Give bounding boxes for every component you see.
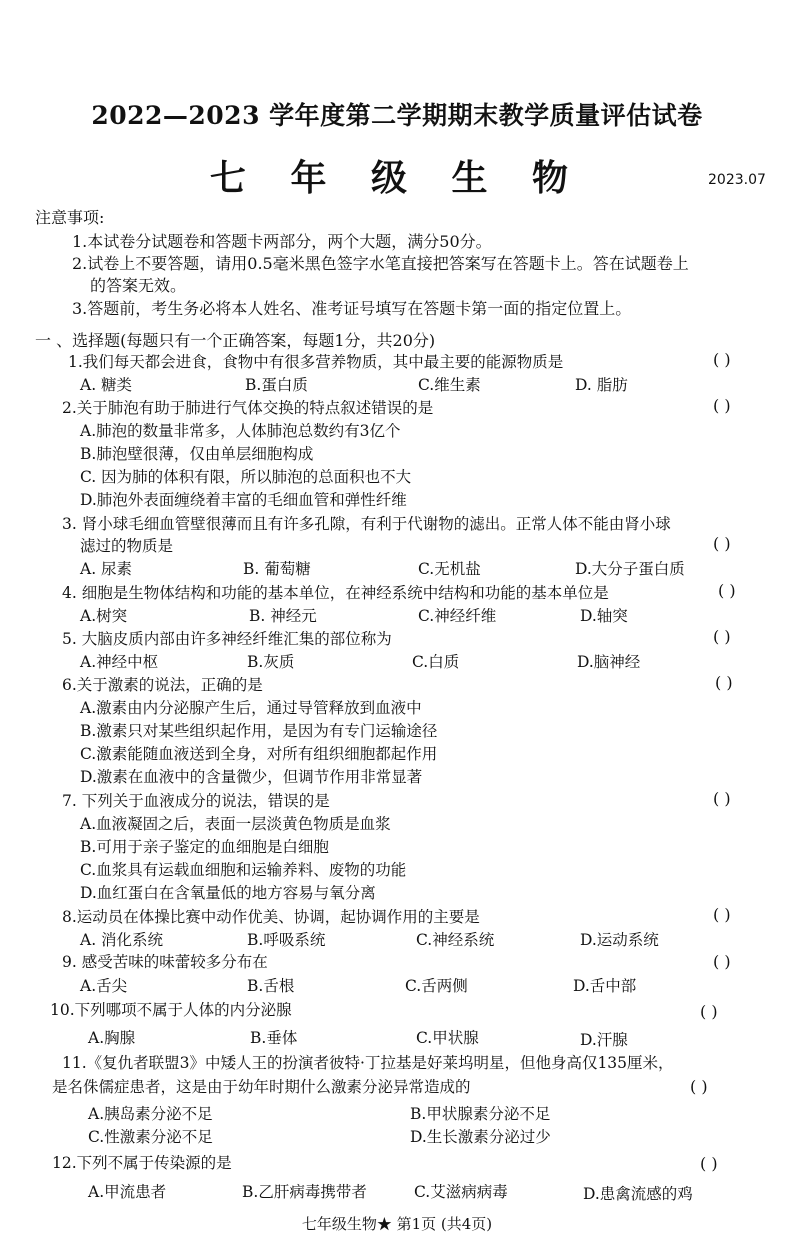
question-stem: 5. 大脑皮质内部由许多神经纤维汇集的部位称为 bbox=[62, 630, 392, 648]
answer-paren: ( ) bbox=[700, 1002, 718, 1021]
question-stem: 8.运动员在体操比赛中动作优美、协调，起协调作用的主要是 bbox=[62, 908, 480, 926]
question-stem: 1.我们每天都会进食，食物中有很多营养物质，其中最主要的能源物质是 bbox=[68, 353, 564, 371]
option: D.脑神经 bbox=[577, 653, 641, 671]
option: A.肺泡的数量非常多，人体肺泡总数约有3亿个 bbox=[80, 422, 401, 440]
option: C.神经纤维 bbox=[418, 607, 497, 625]
option: D.患禽流感的鸡 bbox=[583, 1185, 693, 1203]
option: C.甲状腺 bbox=[416, 1029, 479, 1047]
question-stem-cont: 滤过的物质是 bbox=[80, 537, 174, 555]
option: D.肺泡外表面缠绕着丰富的毛细血管和弹性纤维 bbox=[80, 491, 407, 509]
option: D.轴突 bbox=[580, 607, 628, 625]
question-stem: 3. 肾小球毛细血管壁很薄而且有许多孔隙，有利于代谢物的滤出。正常人体不能由肾小球 bbox=[62, 515, 671, 533]
option: B.呼吸系统 bbox=[247, 931, 326, 949]
option: C. 因为肺的体积有限，所以肺泡的总面积也不大 bbox=[80, 468, 412, 486]
question-stem: 11.《复仇者联盟3》中矮人王的扮演者彼特·丁拉基是好莱坞明星，但他身高仅135厘米， bbox=[62, 1054, 674, 1072]
option: A.胸腺 bbox=[88, 1029, 136, 1047]
answer-paren: ( ) bbox=[713, 627, 731, 646]
option: B.蛋白质 bbox=[245, 376, 308, 394]
exam-date: 2023.07 bbox=[708, 172, 766, 188]
option: B.肺泡壁很薄，仅由单层细胞构成 bbox=[80, 445, 314, 463]
option: C.无机盐 bbox=[418, 560, 481, 578]
question-stem: 12.下列不属于传染源的是 bbox=[52, 1154, 232, 1172]
option: A.神经中枢 bbox=[80, 653, 159, 671]
option: A.激素由内分泌腺产生后，通过导管释放到血液中 bbox=[80, 699, 422, 717]
option: C.神经系统 bbox=[416, 931, 495, 949]
option: A. 消化系统 bbox=[80, 931, 164, 949]
question-stem: 7. 下列关于血液成分的说法，错误的是 bbox=[62, 792, 330, 810]
option: A.树突 bbox=[80, 607, 128, 625]
answer-paren: ( ) bbox=[700, 1154, 718, 1173]
option: B.激素只对某些组织起作用，是因为有专门运输途径 bbox=[80, 722, 438, 740]
option: D. 脂肪 bbox=[575, 376, 628, 394]
option: C.激素能随血液送到全身，对所有组织细胞都起作用 bbox=[80, 745, 438, 763]
option: B. 神经元 bbox=[249, 607, 317, 625]
answer-paren: ( ) bbox=[690, 1077, 708, 1096]
option: A. 尿素 bbox=[80, 560, 133, 578]
option: C.舌两侧 bbox=[405, 977, 468, 995]
option: C.维生素 bbox=[418, 376, 481, 394]
option: B.可用于亲子鉴定的血细胞是白细胞 bbox=[80, 838, 329, 856]
option: B.舌根 bbox=[247, 977, 295, 995]
question-stem: 10.下列哪项不属于人体的内分泌腺 bbox=[50, 1001, 292, 1019]
option: A.甲流患者 bbox=[88, 1183, 167, 1201]
option: B.乙肝病毒携带者 bbox=[242, 1183, 367, 1201]
option: D.血红蛋白在含氧量低的地方容易与氧分离 bbox=[80, 884, 376, 902]
option: B.垂体 bbox=[250, 1029, 298, 1047]
notice-item-2-cont: 的答案无效。 bbox=[90, 276, 187, 295]
option: B.甲状腺素分泌不足 bbox=[410, 1105, 551, 1123]
subject-title: 七 年 级 生 物 bbox=[209, 157, 585, 199]
answer-paren: ( ) bbox=[713, 396, 731, 415]
option: B. 葡萄糖 bbox=[243, 560, 311, 578]
option: C.血浆具有运载血细胞和运输养料、废物的功能 bbox=[80, 861, 407, 879]
option: B.灰质 bbox=[247, 653, 295, 671]
question-stem: 9. 感受苦味的味蕾较多分布在 bbox=[62, 953, 268, 971]
answer-paren: ( ) bbox=[713, 534, 731, 553]
page-footer: 七年级生物★ 第1页 (共4页) bbox=[301, 1215, 493, 1233]
question-stem: 6.关于激素的说法，正确的是 bbox=[62, 676, 263, 694]
answer-paren: ( ) bbox=[713, 952, 731, 971]
option: C.性激素分泌不足 bbox=[88, 1128, 213, 1146]
question-stem: 4. 细胞是生物体结构和功能的基本单位，在神经系统中结构和功能的基本单位是 bbox=[62, 584, 609, 602]
option: D.舌中部 bbox=[573, 977, 637, 995]
option: C.艾滋病病毒 bbox=[414, 1183, 508, 1201]
option: A. 糖类 bbox=[80, 376, 133, 394]
option: D.激素在血液中的含量微少，但调节作用非常显著 bbox=[80, 768, 423, 786]
notice-item-2: 2.试卷上不要答题，请用0.5毫米黑色签字水笔直接把答案写在答题卡上。答在试题卷上 bbox=[72, 254, 689, 273]
exam-title: 2022—2023 学年度第二学期期末教学质量评估试卷 bbox=[91, 101, 703, 130]
option: A.胰岛素分泌不足 bbox=[88, 1105, 213, 1123]
option: D.汗腺 bbox=[580, 1031, 628, 1049]
option: D.大分子蛋白质 bbox=[575, 560, 685, 578]
answer-paren: ( ) bbox=[713, 350, 731, 369]
option: A.舌尖 bbox=[80, 977, 128, 995]
question-stem: 2.关于肺泡有助于肺进行气体交换的特点叙述错误的是 bbox=[62, 399, 434, 417]
answer-paren: ( ) bbox=[718, 581, 736, 600]
notice-heading: 注意事项: bbox=[35, 208, 105, 227]
answer-paren: ( ) bbox=[713, 905, 731, 924]
answer-paren: ( ) bbox=[715, 673, 733, 692]
option: D.运动系统 bbox=[580, 931, 659, 949]
option: C.白质 bbox=[412, 653, 460, 671]
answer-paren: ( ) bbox=[713, 789, 731, 808]
notice-item-1: 1.本试卷分试题卷和答题卡两部分，两个大题，满分50分。 bbox=[72, 232, 492, 251]
section-heading: 一 、选择题(每题只有一个正确答案，每题1分，共20分) bbox=[35, 331, 436, 350]
option: A.血液凝固之后，表面一层淡黄色物质是血浆 bbox=[80, 815, 391, 833]
option: D.生长激素分泌过少 bbox=[410, 1128, 551, 1146]
notice-item-3: 3.答题前，考生务必将本人姓名、准考证号填写在答题卡第一面的指定位置上。 bbox=[72, 299, 632, 318]
question-stem-cont: 是名侏儒症患者，这是由于幼年时期什么激素分泌异常造成的 bbox=[52, 1078, 471, 1096]
